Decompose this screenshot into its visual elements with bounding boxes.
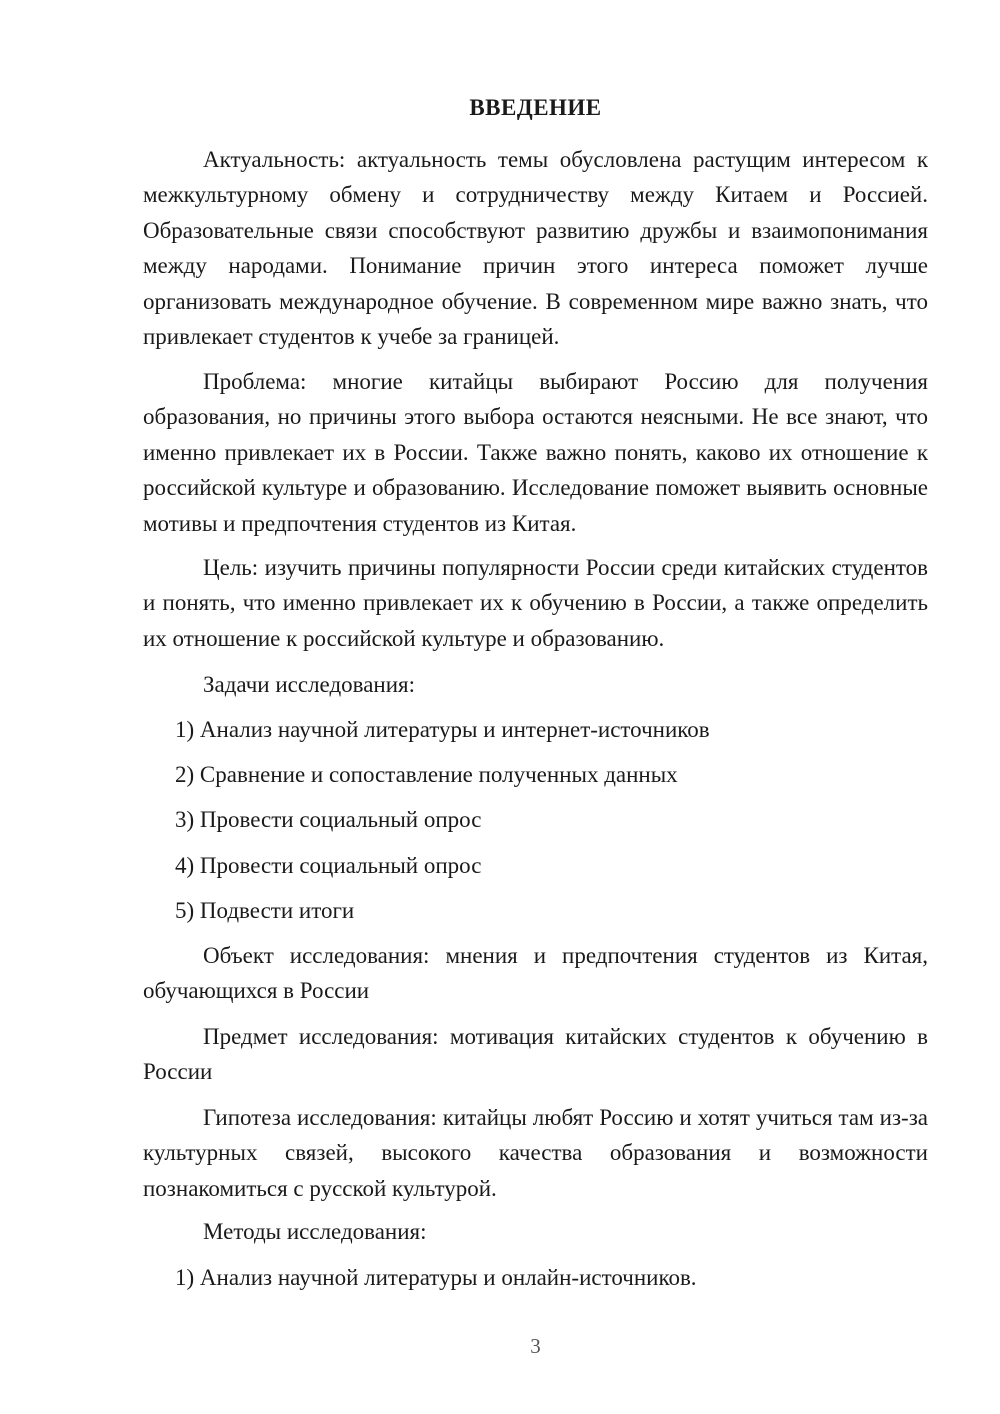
paragraph-subject: Предмет исследования: мотивация китайских студентов к обучению в России — [143, 1024, 928, 1085]
paragraph-relevance: Актуальность: актуальность темы обусловлена растущим интересом к межкультурному обмену и сотрудничеству между Китаем и Россией. Образовательные связи способствуют развитию дружбы и взаимопонимания между народами. Понимание причин этого интереса поможет лучше организовать международное обучение. В современном мире важно знать, что привлекает студентов к учебе за границей. — [143, 147, 928, 350]
paragraph-object: Объект исследования: мнения и предпочтения студентов из Китая, обучающихся в России — [143, 943, 928, 1004]
paragraph-problem: Проблема: многие китайцы выбирают Россию для получения образования, но причины этого выбора остаются неясными. Не все знают, что именно привлекает их в России. Также важно понять, каково их отношение к российской культуре и образованию. Исследование поможет выявить основные мотивы и предпочтения студентов из Китая. — [143, 369, 928, 536]
document-page — [143, 0, 928, 1414]
paragraph-hypothesis: Гипотеза исследования: китайцы любят Россию и хотят учиться там из-за культурных связей, высокого качества образования и возможности познакомиться с русской культурой. — [143, 1105, 928, 1201]
paragraph-goal: Цель: изучить причины популярности России среди китайских студентов и понять, что именно привлекает их к обучению в России, а также определить их отношение к российской культуре и образованию. — [143, 555, 928, 651]
task-item-1: 1) Анализ научной литературы и интернет-источников — [175, 717, 710, 742]
method-item-1: 1) Анализ научной литературы и онлайн-источников. — [175, 1265, 697, 1290]
page-number: 3 — [530, 1334, 541, 1358]
task-item-2: 2) Сравнение и сопоставление полученных данных — [175, 762, 678, 787]
task-item-4: 4) Провести социальный опрос — [175, 853, 482, 878]
section-heading: ВВЕДЕНИЕ — [469, 95, 602, 120]
task-item-3: 3) Провести социальный опрос — [175, 807, 482, 832]
tasks-title: Задачи исследования: — [203, 672, 416, 697]
methods-title: Методы исследования: — [203, 1219, 427, 1244]
task-item-5: 5) Подвести итоги — [175, 898, 355, 923]
